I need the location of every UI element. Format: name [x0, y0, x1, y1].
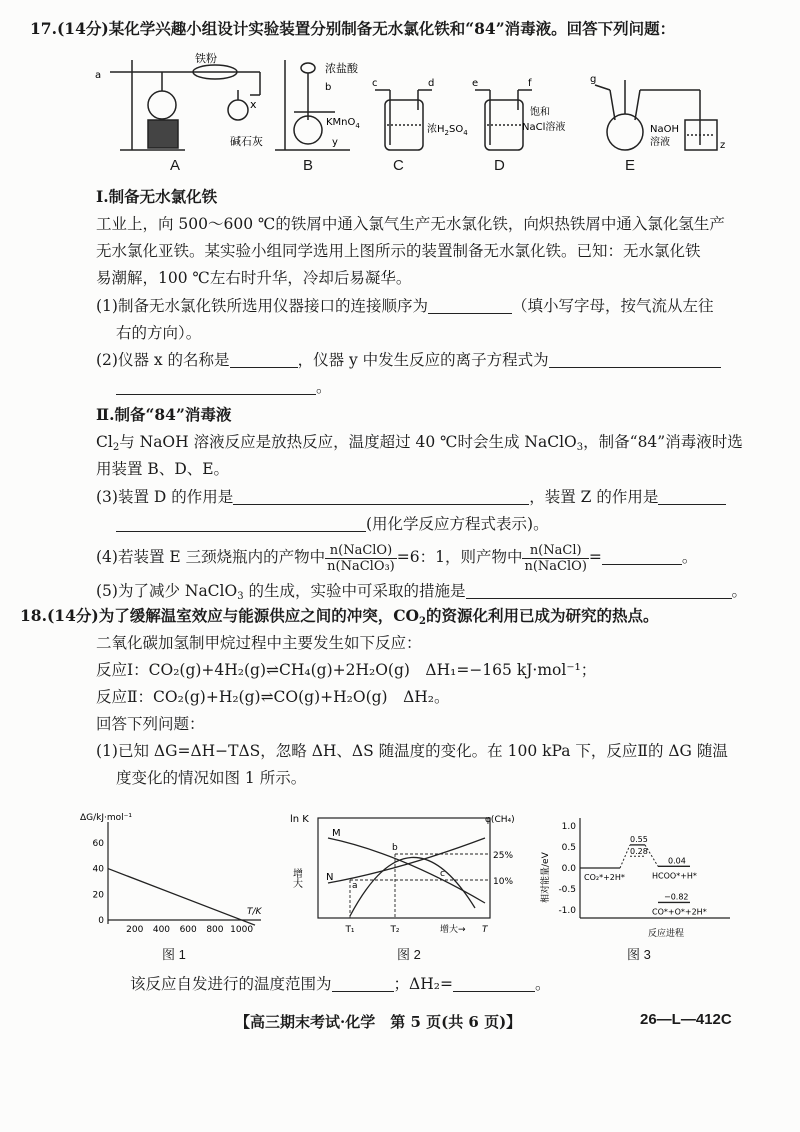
page-footer: 【高三期末考试·化学 第 5 页(共 6 页)】: [235, 1013, 522, 1031]
q18-answer-intro: 回答下列问题：: [96, 715, 205, 733]
fig1-ytick-label: 40: [92, 864, 104, 875]
q17-sub3-cont: (用化学反应方程式表示)。: [116, 513, 549, 535]
fig1-ylabel: ΔG/kJ·mol⁻¹: [80, 813, 133, 823]
conc-h2so4-label: 浓$H_2SO_4$: [427, 124, 468, 137]
fig2-xlabel-hint: 增大→: [440, 925, 466, 935]
fig2-frame: [318, 818, 490, 918]
soda-lime-label: 碱石灰: [230, 135, 263, 148]
q17-sub2: (2)仪器 x 的名称是 ，仪器 y 中发生反应的离子方程式为: [96, 349, 721, 371]
ratio-fraction-1: $\frac{\text{n(NaClO)}}{\text{n(NaClO₃)}}$: [327, 542, 395, 574]
answer-blank-2c[interactable]: [116, 378, 316, 395]
fig1-dg-line: [108, 869, 255, 926]
part1-paragraph-line1: 工业上，向 500～600 ℃的铁屑中通入氯气生产无水氯化铁，向炽热铁屑中通入氯化氢生产: [96, 215, 725, 233]
fig3-xlabel: 反应进程: [648, 929, 685, 939]
answer-blank-18b[interactable]: [453, 975, 535, 992]
figure-1-caption: 图 1: [162, 947, 186, 962]
q17-sub1-cont: 右的方向）。: [116, 324, 202, 342]
saturated-label: 饱和: [530, 107, 550, 118]
fig2-xtick-t2: T₂: [390, 925, 400, 935]
answer-blank-3b[interactable]: [658, 488, 726, 505]
part2-title: Ⅱ.制备“84”消毒液: [96, 405, 232, 424]
reaction-1: 反应Ⅰ：CO₂(g)+4H₂(g)⇌CH₄(g)+2H₂O(g) ΔH₁=−165 kJ·mol⁻¹；: [96, 661, 597, 679]
answer-blank-1[interactable]: [428, 297, 512, 314]
answer-blank-2b[interactable]: [549, 351, 721, 368]
fig1-ytick-label: 60: [92, 838, 104, 849]
q18-intro: 二氧化碳加氢制甲烷过程中主要发生如下反应：: [96, 634, 422, 652]
naoh-label: NaOH: [650, 124, 679, 135]
fig1-xlabel: T/K: [247, 907, 262, 917]
figure-2-chart: [290, 808, 520, 953]
answer-blank-5[interactable]: [466, 582, 732, 599]
fig3-ylabel: 相对能量/eV: [541, 852, 551, 903]
answer-blank-2a[interactable]: [230, 351, 298, 368]
fig2-ylabel-left: ln K: [290, 814, 309, 825]
port-d-label: d: [428, 78, 435, 89]
apparatus-d-label: D: [494, 157, 505, 174]
q18-sub1-line1: (1)已知 ΔG=ΔH−TΔS，忽略 ΔH、ΔS 随温度的变化。在 100 kPa 下，反应Ⅱ的 ΔG 随温: [96, 742, 728, 760]
q17-sub3: (3)装置 D 的作用是 ，装置 Z 的作用是: [96, 486, 726, 508]
fig3-co-energy: −0.82: [664, 892, 689, 902]
apparatus-e-label: E: [625, 157, 636, 174]
kmno4-label: KMnO$_4$: [326, 117, 360, 130]
fig1-ytick-label: 20: [92, 890, 104, 901]
q17-sub2-cont: 。: [116, 376, 332, 398]
fig2-series-n-label: N: [326, 872, 334, 883]
y-label: y: [332, 137, 338, 148]
answer-blank-3c[interactable]: [116, 515, 366, 532]
fig2-ylabel-right: φ(CH₄): [485, 815, 515, 825]
fig3-ytick-label: -0.5: [558, 885, 576, 895]
answer-blank-4[interactable]: [602, 548, 682, 565]
q17-sub1: (1)制备无水氯化铁所选用仪器接口的连接顺序为 （填小写字母，按气流从左往: [96, 297, 714, 315]
part1-paragraph-line3: 易潮解，100 ℃左右时升华，冷却后易凝华。: [96, 269, 412, 287]
q18-sub1-line2: 度变化的情况如图 1 所示。: [116, 769, 307, 787]
apparatus-c-label: C: [393, 157, 404, 174]
part2-paragraph-line1: $Cl_2$与 NaOH 溶液反应是放热反应，温度超过 40 ℃时会生成 NaClO$_3$，制备“84”消毒液时选: [96, 433, 743, 453]
fig2-point-b: b: [392, 843, 398, 853]
port-f-label: f: [528, 78, 532, 89]
part1-title: Ⅰ.制备无水氯化铁: [96, 187, 218, 206]
fig2-curve-n: [328, 838, 485, 883]
port-b-label: b: [325, 82, 332, 93]
fig3-ytick-label: -1.0: [558, 906, 576, 916]
ratio-fraction-2: $\frac{\text{n(NaCl)}}{\text{n(NaClO)}}$: [524, 542, 587, 574]
apparatus-a-label: A: [170, 157, 181, 174]
figure-2-caption: 图 2: [397, 947, 421, 962]
q17-sub4: (4)若装置 E 三颈烧瓶内的产物中 $\frac{\text{n(NaClO)}}{\text{n(NaClO₃)}}$ =6：1，则产物中 $\frac{\text{n(NaCl)}}{\text{n(NaClO)}}$ = 。: [96, 542, 698, 574]
fig3-co-species: CO*+O*+2H*: [652, 907, 707, 917]
nacl-solution-label: NaCl溶液: [522, 122, 566, 133]
part2-paragraph-line2: 用装置 B、D、E。: [96, 460, 230, 478]
q17-number: 17.: [30, 19, 57, 38]
fig3-ts-label: 0.55: [630, 834, 648, 844]
q17-sub5: (5)为了减少 NaClO$_3$ 的生成，实验中可采取的措施是 。: [96, 582, 748, 602]
fig1-xtick-label: 400: [152, 925, 171, 935]
apparatus-figure: [90, 50, 750, 180]
figure-3-chart: [540, 808, 740, 953]
fig1-xtick-label: 200: [126, 925, 144, 935]
fig2-right-tick-10: 10%: [493, 877, 514, 887]
fig3-hcoo-species: HCOO*+H*: [652, 871, 697, 881]
answer-blank-18a[interactable]: [332, 975, 394, 992]
fig2-ylabel-left-hint: 增大: [290, 868, 302, 888]
fig3-hcoo-energy: 0.04: [668, 856, 686, 866]
fig2-series-m-label: M: [332, 828, 341, 839]
reaction-2: 反应Ⅱ：CO₂(g)+H₂(g)⇌CO(g)+H₂O(g) ΔH₂。: [96, 688, 450, 706]
fig3-ytick-label: 1.0: [561, 822, 576, 832]
exam-code: 26—L—412C: [640, 1011, 732, 1028]
fig2-point-a: a: [352, 881, 358, 891]
fig2-xtick-t1: T₁: [345, 925, 355, 935]
port-e-label: e: [472, 78, 479, 89]
apparatus-b-label: B: [303, 157, 314, 174]
fig1-ytick-label: 0: [98, 916, 104, 926]
fig2-point-c: c: [440, 869, 445, 879]
fig1-xtick-label: 1000: [230, 925, 254, 935]
q18-title: 18.(14分)为了缓解温室效应与能源供应之间的冲突，$CO_2$的资源化利用已成为研究的热点。: [20, 606, 659, 627]
fig1-xtick-label: 800: [206, 925, 224, 935]
naoh-solution-label: 溶液: [650, 137, 670, 148]
fig3-ts2-label: 0.28: [630, 847, 648, 857]
z-label: z: [720, 140, 726, 151]
part1-paragraph-line2: 无水氯化亚铁。某实验小组同学选用上图所示的装置制备无水氯化铁。已知：无水氯化铁: [96, 242, 701, 260]
q18-final: 该反应自发进行的温度范围为 ；ΔH₂= 。: [130, 975, 551, 993]
figure-3-caption: 图 3: [627, 947, 651, 962]
fig1-xtick-label: 600: [179, 925, 197, 935]
answer-blank-3a[interactable]: [233, 488, 529, 505]
q17-title-text: (14分)某化学兴趣小组设计实验装置分别制备无水氯化铁和“84”消毒液。回答下列问题：: [56, 19, 676, 38]
port-a-label: a: [95, 70, 102, 81]
conc-hcl-label: 浓盐酸: [325, 62, 358, 75]
fig2-xlabel: T: [482, 925, 488, 935]
port-c-label: c: [372, 78, 378, 89]
port-g-label: g: [590, 74, 597, 85]
fig3-start-species: CO₂*+2H*: [584, 873, 625, 882]
iron-powder-label: 铁粉: [195, 52, 217, 65]
fig2-curve-m: [328, 838, 485, 903]
x-label: x: [250, 98, 257, 111]
fig3-ytick-label: 0.5: [561, 843, 576, 853]
figure-1-chart: [80, 808, 270, 953]
fig3-ytick-label: 0.0: [561, 864, 576, 874]
q17-title: [30, 18, 675, 40]
fig2-right-tick-25: 25%: [493, 851, 514, 861]
